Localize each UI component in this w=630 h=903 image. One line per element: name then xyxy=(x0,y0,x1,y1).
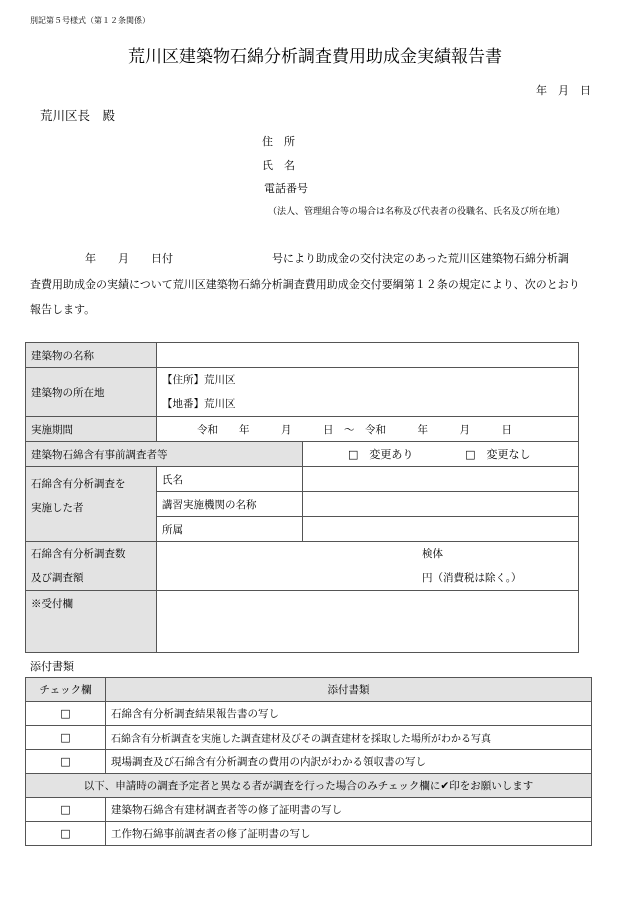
attachment-checkbox[interactable]: □ xyxy=(26,798,106,822)
attachments-table xyxy=(25,677,592,846)
applicant-phone-label: 電話番号 xyxy=(264,182,308,195)
attachment-item: 石綿含有分析調査を実施した調査建材及びその調査建材を採取した場所がわかる写真 xyxy=(106,726,592,750)
surveyor-name-row xyxy=(26,467,579,492)
amount-unit: 円（消費税は除く。） xyxy=(422,572,522,584)
conditional-attachment-item: 工作物石綿事前調査者の修了証明書の写し xyxy=(106,822,592,846)
surveyor-label-line-2: 実施した者 xyxy=(31,502,84,514)
attachments-header-row xyxy=(26,678,592,702)
surveyor-name-field[interactable] xyxy=(303,467,579,492)
attachment-checkbox[interactable]: □ xyxy=(26,750,106,774)
building-name-row xyxy=(26,343,579,368)
report-date-line: 年 月 日 xyxy=(536,84,591,97)
building-name-label: 建築物の名称 xyxy=(26,343,157,368)
main-report-table xyxy=(25,342,579,653)
addressee: 荒川区長 殿 xyxy=(40,108,116,123)
attachment-item: 石綿含有分析調査結果報告書の写し xyxy=(106,702,592,726)
attachment-checkbox[interactable]: □ xyxy=(26,822,106,846)
building-name-field[interactable] xyxy=(157,343,579,368)
attachment-item: 現場調査及び石綿含有分析調査の費用の内訳がわかる領収書の写し xyxy=(106,750,592,774)
attachment-row xyxy=(26,702,592,726)
period-label: 実施期間 xyxy=(26,417,157,442)
attachments-section-label: 添付書類 xyxy=(30,660,74,673)
count-amount-row xyxy=(26,542,579,591)
paragraph-line-3: 報告します。 xyxy=(30,303,96,316)
count-amount-field[interactable] xyxy=(157,542,579,591)
training-org-label: 講習実施機関の名称 xyxy=(157,492,303,517)
pre-survey-label: 建築物石綿含有事前調査者等 xyxy=(26,442,303,467)
attachment-row xyxy=(26,750,592,774)
period-field[interactable]: 令和 年 月 日 ～ 令和 年 月 日 xyxy=(157,417,579,442)
location-row xyxy=(26,368,579,417)
count-label-line-1: 石綿含有分析調査数 xyxy=(31,548,126,560)
check-column-header: チェック欄 xyxy=(26,678,106,702)
applicant-name-label: 氏 名 xyxy=(262,159,295,172)
affiliation-label: 所属 xyxy=(157,517,303,542)
location-field[interactable] xyxy=(157,368,579,417)
location-address: 【住所】荒川区 xyxy=(162,374,236,386)
surveyor-name-label: 氏名 xyxy=(157,467,303,492)
reception-label: ※受付欄 xyxy=(26,591,157,653)
reception-field xyxy=(157,591,579,653)
applicant-address-label: 住 所 xyxy=(262,135,295,148)
count-amount-label xyxy=(26,542,157,591)
notice-row xyxy=(26,774,592,798)
location-lot: 【地番】荒川区 xyxy=(162,398,236,410)
period-row xyxy=(26,417,579,442)
docs-column-header: 添付書類 xyxy=(106,678,592,702)
affiliation-field[interactable] xyxy=(303,517,579,542)
pre-survey-row xyxy=(26,442,579,467)
conditional-attachment-row xyxy=(26,798,592,822)
form-code: 別記第５号様式（第１２条関係） xyxy=(30,16,150,25)
training-org-field[interactable] xyxy=(303,492,579,517)
attachment-checkbox[interactable]: □ xyxy=(26,726,106,750)
attachment-checkbox[interactable]: □ xyxy=(26,702,106,726)
count-unit: 検体 xyxy=(422,548,443,560)
attachment-row xyxy=(26,726,592,750)
conditional-attachment-row xyxy=(26,822,592,846)
document-title: 荒川区建築物石綿分析調査費用助成金実績報告書 xyxy=(128,47,502,67)
applicant-note: （法人、管理組合等の場合は名称及び代表者の役職名、氏名及び所在地） xyxy=(268,207,566,217)
count-label-line-2: 及び調査額 xyxy=(31,572,84,584)
surveyor-label xyxy=(26,467,157,542)
conditional-notice: 以下、申請時の調査予定者と異なる者が調査を行った場合のみチェック欄に✔印をお願いします xyxy=(26,774,592,798)
surveyor-label-line-1: 石綿含有分析調査を xyxy=(31,478,126,490)
conditional-attachment-item: 建築物石綿含有建材調査者等の修了証明書の写し xyxy=(106,798,592,822)
location-label: 建築物の所在地 xyxy=(26,368,157,417)
paragraph-line-2: 査費用助成金の実績について荒川区建築物石綿分析調査費用助成金交付要綱第１２条の規定により、次のとおり xyxy=(30,278,580,291)
reception-row xyxy=(26,591,579,653)
paragraph-line-1: 年 月 日付 号により助成金の交付決定のあった荒川区建築物石綿分析調 xyxy=(30,252,569,265)
pre-survey-options xyxy=(303,442,579,467)
unchanged-checkbox[interactable]: □ 変更なし xyxy=(465,448,531,461)
changed-checkbox[interactable]: □ 変更あり xyxy=(348,448,414,461)
